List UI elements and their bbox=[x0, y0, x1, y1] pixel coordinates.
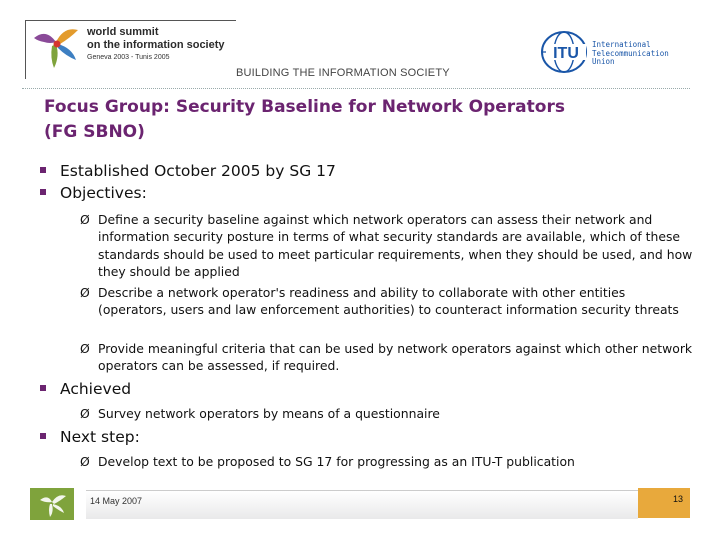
arrow-bullet-icon: Ø bbox=[80, 341, 90, 356]
itu-globe-icon bbox=[538, 30, 594, 74]
arrow-bullet-icon: Ø bbox=[80, 454, 90, 469]
bullet-text: Achieved bbox=[60, 380, 132, 398]
wsis-logo-icon bbox=[30, 22, 86, 74]
bullet-square-icon bbox=[40, 433, 46, 439]
slide-title bbox=[44, 95, 684, 145]
objective-item bbox=[80, 340, 695, 375]
itu-line: Telecommunication bbox=[592, 48, 669, 58]
header-tagline: BUILDING THE INFORMATION SOCIETY bbox=[236, 67, 450, 79]
itu-wordmark bbox=[592, 41, 669, 67]
objective-text: Describe a network operator's readiness and ability to collaborate with other entities (operators, users and law enforcement authorities) to counteract information security threats bbox=[98, 285, 679, 318]
arrow-bullet-icon: Ø bbox=[80, 212, 90, 227]
next-step-text: Develop text to be proposed to SG 17 for progressing as an ITU-T publication bbox=[98, 454, 575, 469]
wsis-wordmark bbox=[87, 27, 225, 61]
bullet-square-icon bbox=[40, 385, 46, 391]
footer-wsis-icon bbox=[30, 488, 74, 520]
header-divider bbox=[22, 88, 690, 89]
itu-line: International bbox=[592, 40, 651, 49]
wsis-line-1: world summit bbox=[87, 26, 159, 38]
bullet-text: Objectives: bbox=[60, 184, 147, 202]
objective-text: Provide meaningful criteria that can be used by network operators against which other network operators can be assessed, if required. bbox=[98, 341, 693, 374]
itu-logo-label: ITU bbox=[553, 45, 579, 62]
next-step-item bbox=[80, 453, 695, 470]
achieved-item bbox=[80, 405, 695, 422]
bullet-text: Established October 2005 by SG 17 bbox=[60, 162, 336, 180]
bullet-objectives bbox=[40, 184, 147, 202]
footer-date: 14 May 2007 bbox=[90, 496, 143, 506]
page-number: 13 bbox=[672, 494, 683, 504]
footer-bar bbox=[86, 490, 638, 519]
objective-item bbox=[80, 211, 695, 281]
bullet-established bbox=[40, 162, 336, 180]
bullet-text: Next step: bbox=[60, 428, 140, 446]
bullet-square-icon bbox=[40, 189, 46, 195]
wsis-line-3: Geneva 2003 - Tunis 2005 bbox=[87, 54, 170, 61]
arrow-bullet-icon: Ø bbox=[80, 406, 90, 421]
footer-logo bbox=[30, 488, 74, 520]
slide-title-line-1: Focus Group: Security Baseline for Network Operators bbox=[44, 97, 565, 117]
objective-item bbox=[80, 284, 695, 319]
page-number-box bbox=[638, 488, 690, 518]
objective-text: Define a security baseline against which network operators can assess their network and information security posture in terms of what security standards are available, which of these standards should be used to meet particular requirements, when they should be used, and how they should be applied bbox=[98, 212, 693, 280]
achieved-text: Survey network operators by means of a questionnaire bbox=[98, 406, 440, 421]
arrow-bullet-icon: Ø bbox=[80, 285, 90, 300]
itu-line: Union bbox=[592, 57, 615, 66]
bullet-next-step bbox=[40, 428, 140, 446]
slide-title-line-2: (FG SBNO) bbox=[44, 122, 145, 142]
bullet-achieved bbox=[40, 380, 131, 398]
bullet-square-icon bbox=[40, 167, 46, 173]
wsis-line-2: on the information society bbox=[87, 39, 225, 51]
